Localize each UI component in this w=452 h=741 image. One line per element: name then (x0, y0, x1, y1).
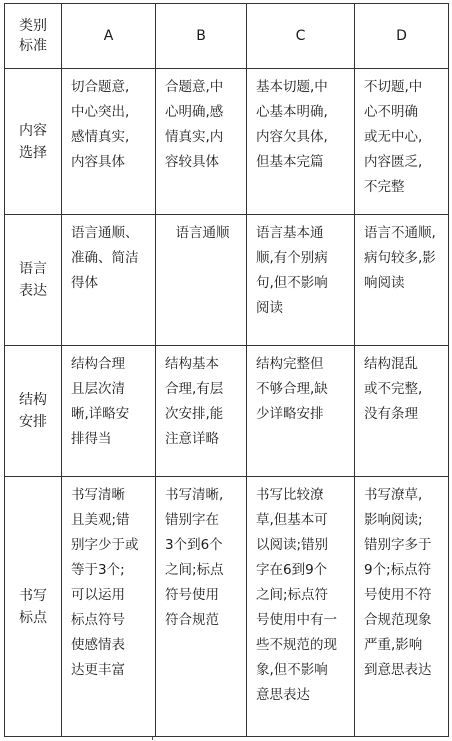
column-header-a: A (62, 4, 156, 69)
cell-structure-d: 结构混乱 或不完整, 没有条理 (355, 346, 449, 477)
table-row (5, 69, 449, 215)
cell-writing-d: 书写潦草, 影响阅读; 错别字多于 9个;标点符 号使用不符 合规范现象 严重,影响 到意思表达 (355, 477, 449, 737)
cell-language-b: 语言通顺 (156, 215, 247, 346)
cell-language-c: 语言基本通 顺,有个别病 句,但不影响 阅读 (247, 215, 355, 346)
column-header-d: D (355, 4, 449, 69)
cell-structure-a: 结构合理 且层次清 晰,详略安 排得当 (62, 346, 156, 477)
cell-writing-b: 书写清晰, 错别字在 3个到6个 之间;标点 符号使用 符合规范 (156, 477, 247, 737)
table-row (5, 477, 449, 737)
cell-content-b: 合题意,中 心明确,感 情真实,内 容较具体 (156, 69, 247, 215)
corner-header-category: 类别 (19, 18, 47, 34)
row-label-content: 内容 选择 (5, 69, 62, 215)
cell-language-a: 语言通顺、 准确、简洁 得体 (62, 215, 156, 346)
cell-content-a: 切合题意, 中心突出, 感情真实, 内容具体 (62, 69, 156, 215)
corner-header (5, 4, 62, 69)
column-header-c: C (247, 4, 355, 69)
row-label-language: 语言 表达 (5, 215, 62, 346)
corner-header-standard: 标准 (19, 38, 47, 54)
table-row (5, 346, 449, 477)
cell-structure-b: 结构基本 合理,有层 次安排,能 注意详略 (156, 346, 247, 477)
page-edge-mark (152, 737, 157, 740)
scoring-rubric-table (4, 3, 449, 737)
header-row (5, 4, 449, 69)
cell-writing-c: 书写比较潦 草,但基本可 以阅读;错别 字在6到9个 之间;标点符 号使用中有一 些不规范的现 象,但不影响 意思表达 (247, 477, 355, 737)
cell-content-d: 不切题,中 心不明确 或无中心, 内容匮乏, 不完整 (355, 69, 449, 215)
cell-content-c: 基本切题,中 心基本明确, 内容欠具体, 但基本完篇 (247, 69, 355, 215)
row-label-structure: 结构 安排 (5, 346, 62, 477)
column-header-b: B (156, 4, 247, 69)
cell-language-d: 语言不通顺, 病句较多,影 响阅读 (355, 215, 449, 346)
row-label-writing: 书写 标点 (5, 477, 62, 737)
cell-structure-c: 结构完整但 不够合理,缺 少详略安排 (247, 346, 355, 477)
table-row (5, 215, 449, 346)
cell-writing-a: 书写清晰 且美观;错 别字少于或 等于3个; 可以运用 标点符号 使感情表 达更丰富 (62, 477, 156, 737)
